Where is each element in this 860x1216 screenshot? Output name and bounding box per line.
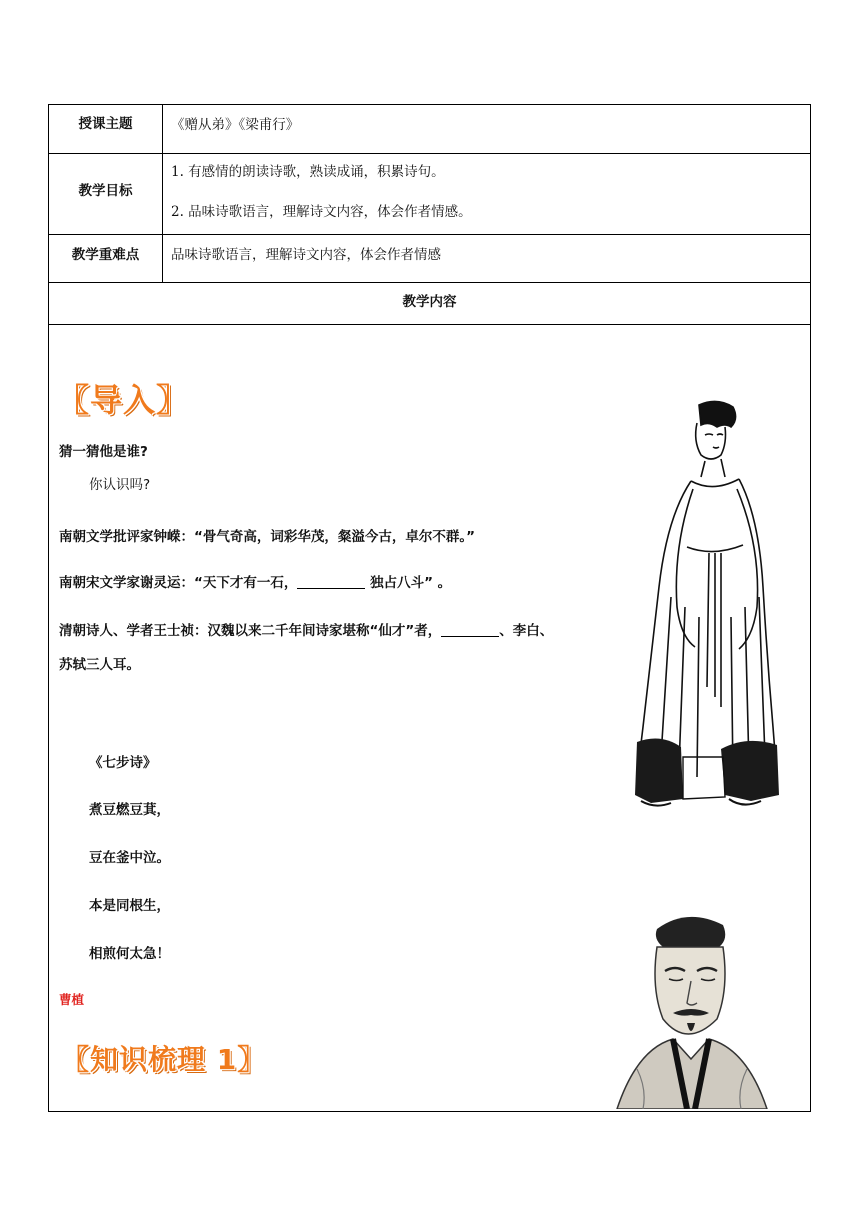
poem-line: 相煎何太急！: [89, 946, 170, 962]
content-header: 教学内容: [402, 294, 457, 310]
standing-poet-svg: [621, 397, 781, 817]
topic-label-text: 授课主题: [78, 116, 133, 132]
topic-value-cell: [171, 105, 804, 153]
cao-zhi-svg: [577, 899, 797, 1109]
knowledge-section-title: 〖知识梳理 1〗: [61, 1043, 267, 1076]
objective-item: 2. 品味诗歌语言，理解诗文内容，体会作者情感。: [171, 204, 472, 220]
topic-row: [49, 105, 810, 154]
key-points-value: 品味诗歌语言，理解诗文内容，体会作者情感: [171, 247, 441, 263]
quote-xie-before: 南朝宋文学家谢灵运：“天下才有一石，: [59, 575, 298, 591]
quote-wang-shizhen-line1: [59, 619, 553, 639]
intro-section-title: 〖导入〗: [57, 381, 190, 419]
objectives-label-text: 教学目标: [78, 183, 133, 199]
topic-label: [49, 105, 163, 153]
quote-wang-shizhen-line2: 苏轼三人耳。: [59, 657, 140, 673]
guess-question: 猜一猜他是谁?: [59, 444, 148, 460]
lesson-plan-table: [48, 104, 811, 1112]
quote-wang-after: 、李白、: [499, 623, 554, 639]
content-header-row: [49, 283, 810, 325]
quote-wang-before: 清朝诗人、学者王士祯：汉魏以来二千年间诗家堪称“仙才”者，: [59, 623, 442, 639]
cao-zhi-portrait: [577, 899, 797, 1109]
poem-line: 豆在釜中泣。: [89, 850, 170, 866]
topic-value: 《赠从弟》《梁甫行》: [171, 117, 300, 133]
objectives-row: [49, 154, 810, 235]
key-points-row: [49, 235, 810, 283]
teaching-content: [49, 325, 810, 1111]
recognize-question: 你认识吗?: [89, 477, 151, 493]
quote-xie-after: 独占八斗” 。: [365, 575, 452, 591]
objective-item: 1. 有感情的朗读诗歌，熟读成诵，积累诗句。: [171, 164, 445, 180]
poem-title: 《七步诗》: [89, 755, 157, 771]
quote-zhong-rong: 南朝文学批评家钟嵘：“骨气奇高，词彩华茂，粲溢今古，卓尔不群。”: [59, 529, 475, 545]
key-points-label: [49, 235, 163, 282]
fill-in-blank[interactable]: [441, 636, 499, 637]
key-points-label-text: 教学重难点: [71, 247, 140, 263]
poem-line: 煮豆燃豆萁，: [89, 802, 170, 818]
poem-line: 本是同根生，: [89, 898, 170, 914]
poem-author: 曹植: [59, 992, 85, 1007]
quote-xie-lingyun: [59, 571, 451, 591]
standing-poet-illustration: [621, 397, 781, 817]
objectives-label: [49, 154, 163, 234]
fill-in-blank[interactable]: [297, 588, 365, 589]
objectives-list: [171, 154, 804, 234]
key-points-cell: [171, 235, 804, 282]
